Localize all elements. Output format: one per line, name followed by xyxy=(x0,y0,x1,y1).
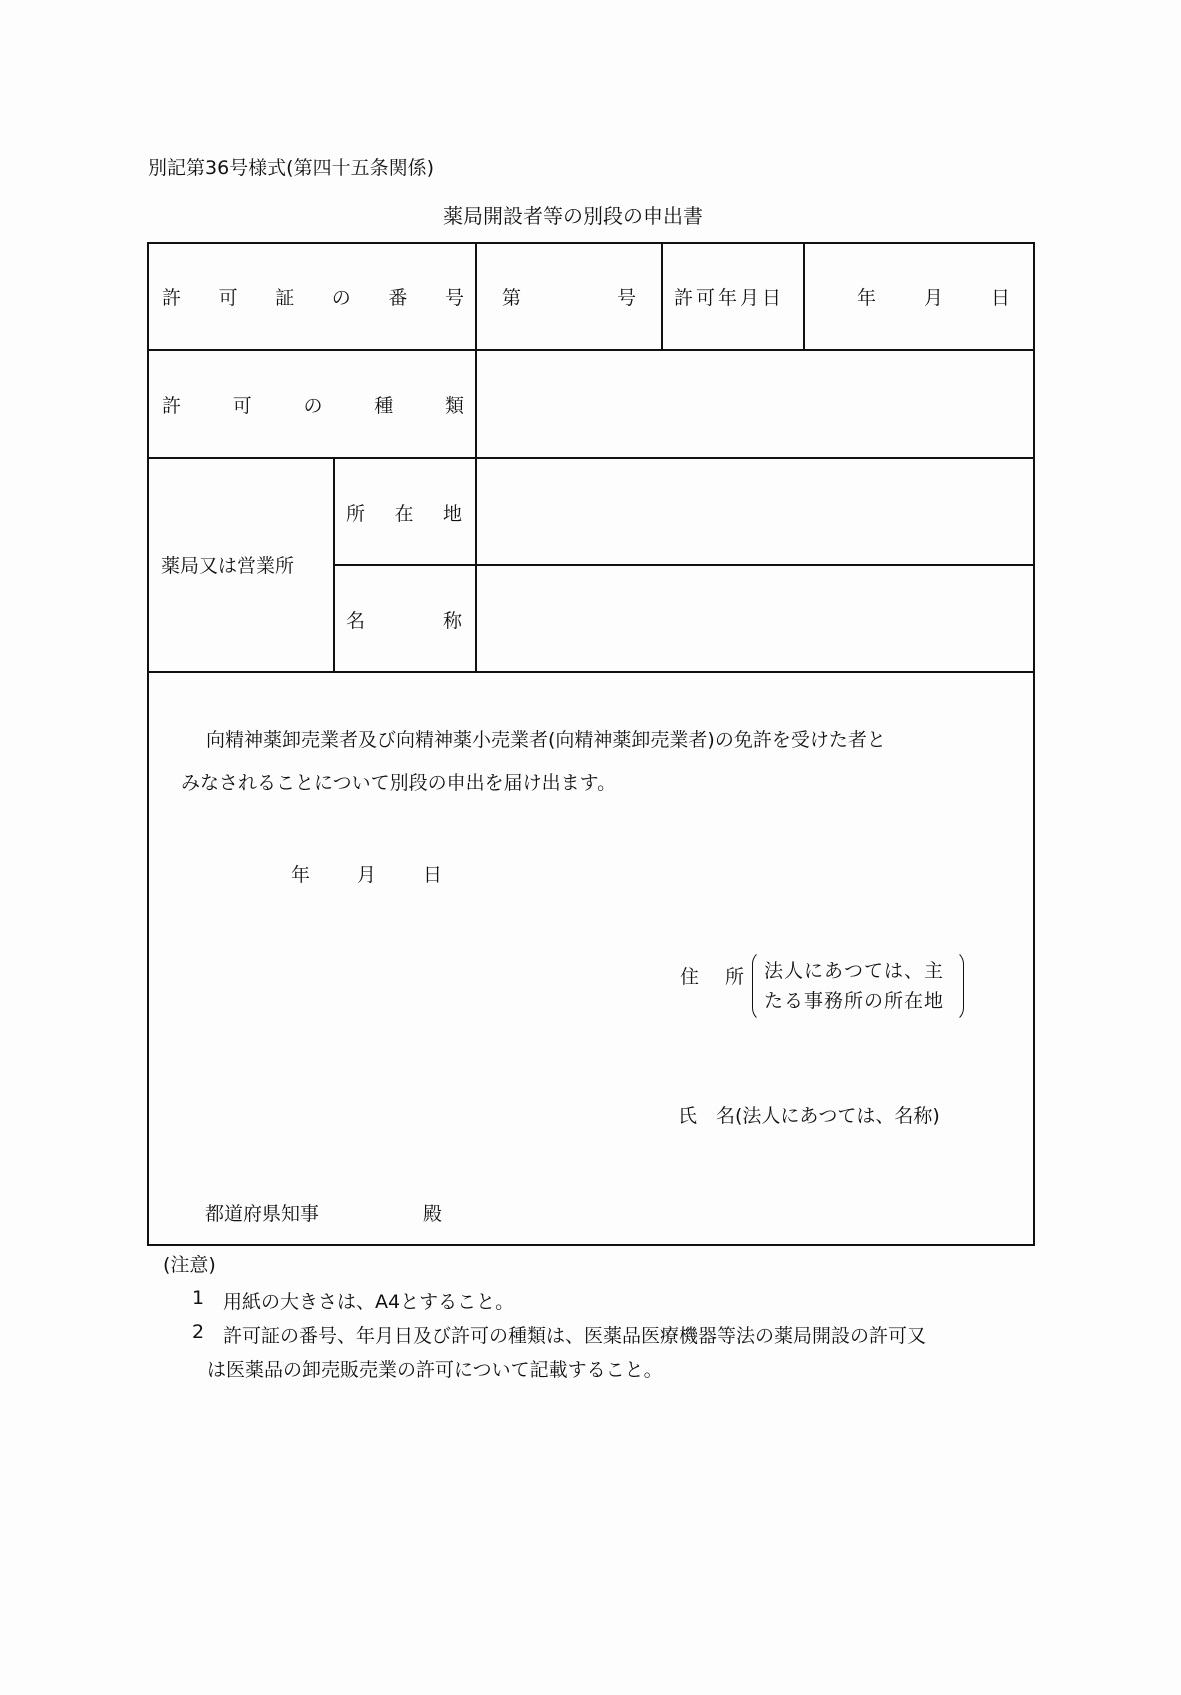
label-char: 許 xyxy=(162,287,182,309)
name-label xyxy=(346,606,462,633)
label-char: 可 xyxy=(232,395,252,417)
col-divider-date-label xyxy=(803,242,805,351)
table-border-bottom xyxy=(147,1244,1035,1246)
submission-date-field[interactable] xyxy=(291,860,442,887)
permit-type-label xyxy=(162,391,464,418)
month-char: 月 xyxy=(356,864,376,886)
address-note-line-2: たる事務所の所在地 xyxy=(764,990,945,1012)
table-border-top xyxy=(147,242,1035,244)
declaration-line-1: 向精神薬卸売業者及び向精神薬小売業者(向精神薬卸売業者)の免許を受けた者と xyxy=(206,729,886,751)
row-divider-1 xyxy=(147,349,1035,351)
note-2-continuation: は医薬品の卸売販売業の許可について記載すること。 xyxy=(207,1359,663,1381)
year-char: 年 xyxy=(291,864,311,886)
note-1-number: 1 xyxy=(192,1287,205,1309)
label-char: 所 xyxy=(346,503,366,525)
year-char: 年 xyxy=(857,287,877,309)
label-char: 名 xyxy=(346,610,366,632)
label-char: 証 xyxy=(275,287,295,309)
label-char: の xyxy=(331,287,351,309)
addressee: 都道府県知事 xyxy=(205,1203,320,1225)
label-char: 住 xyxy=(680,966,700,988)
permit-number-label xyxy=(162,283,464,310)
row-divider-4 xyxy=(147,671,1035,673)
name-field[interactable] xyxy=(480,567,1030,669)
row-divider-2 xyxy=(147,457,1035,459)
label-char: 地 xyxy=(442,503,462,525)
address-label xyxy=(680,962,744,989)
permit-date-label xyxy=(674,283,790,310)
pharmacy-or-office-label: 薬局又は営業所 xyxy=(161,555,295,577)
row-divider-3 xyxy=(333,564,1035,566)
col-divider-main xyxy=(475,242,477,673)
label-char: 在 xyxy=(394,503,414,525)
label-char: 称 xyxy=(442,610,462,632)
label-char: 類 xyxy=(444,395,464,417)
document-title: 薬局開設者等の別段の申出書 xyxy=(443,204,703,228)
table-border-left xyxy=(147,242,149,1246)
col-divider-number xyxy=(661,242,663,351)
label-char: 可 xyxy=(218,287,238,309)
form-number: 別記第36号様式(第四十五条関係) xyxy=(148,157,435,179)
label-char: の xyxy=(303,395,323,417)
honorific: 殿 xyxy=(423,1203,443,1225)
number-prefix: 第 xyxy=(502,287,522,309)
note-2-text: 許可証の番号、年月日及び許可の種類は、医薬品医療機器等法の薬局開設の許可又 xyxy=(223,1325,927,1347)
note-2-number: 2 xyxy=(192,1321,205,1343)
permit-type-field[interactable] xyxy=(480,352,1030,455)
notes-heading: (注意) xyxy=(163,1254,216,1276)
label-char: 号 xyxy=(444,287,464,309)
label-char: 許 xyxy=(162,395,182,417)
note-1-text: 用紙の大きさは、A4とすること。 xyxy=(223,1291,515,1313)
permit-date-field[interactable] xyxy=(857,283,1010,310)
permit-date-label-text: 許可年月日 xyxy=(674,287,785,309)
declaration-line-2: みなされることについて別段の申出を届け出ます。 xyxy=(181,772,617,794)
number-suffix: 号 xyxy=(616,287,636,309)
month-char: 月 xyxy=(923,287,943,309)
label-char: 種 xyxy=(374,395,394,417)
label-char: 番 xyxy=(388,287,408,309)
col-divider-sub xyxy=(333,457,335,673)
table-border-right xyxy=(1033,242,1035,1246)
location-field[interactable] xyxy=(480,460,1030,562)
permit-number-field[interactable] xyxy=(502,283,636,310)
location-label xyxy=(346,499,462,526)
address-note-line-1: 法人にあつては、主 xyxy=(764,960,945,982)
day-char: 日 xyxy=(990,287,1010,309)
day-char: 日 xyxy=(422,864,442,886)
applicant-name-label: 氏 名(法人にあつては、名称) xyxy=(678,1105,940,1127)
label-char: 所 xyxy=(724,966,744,988)
